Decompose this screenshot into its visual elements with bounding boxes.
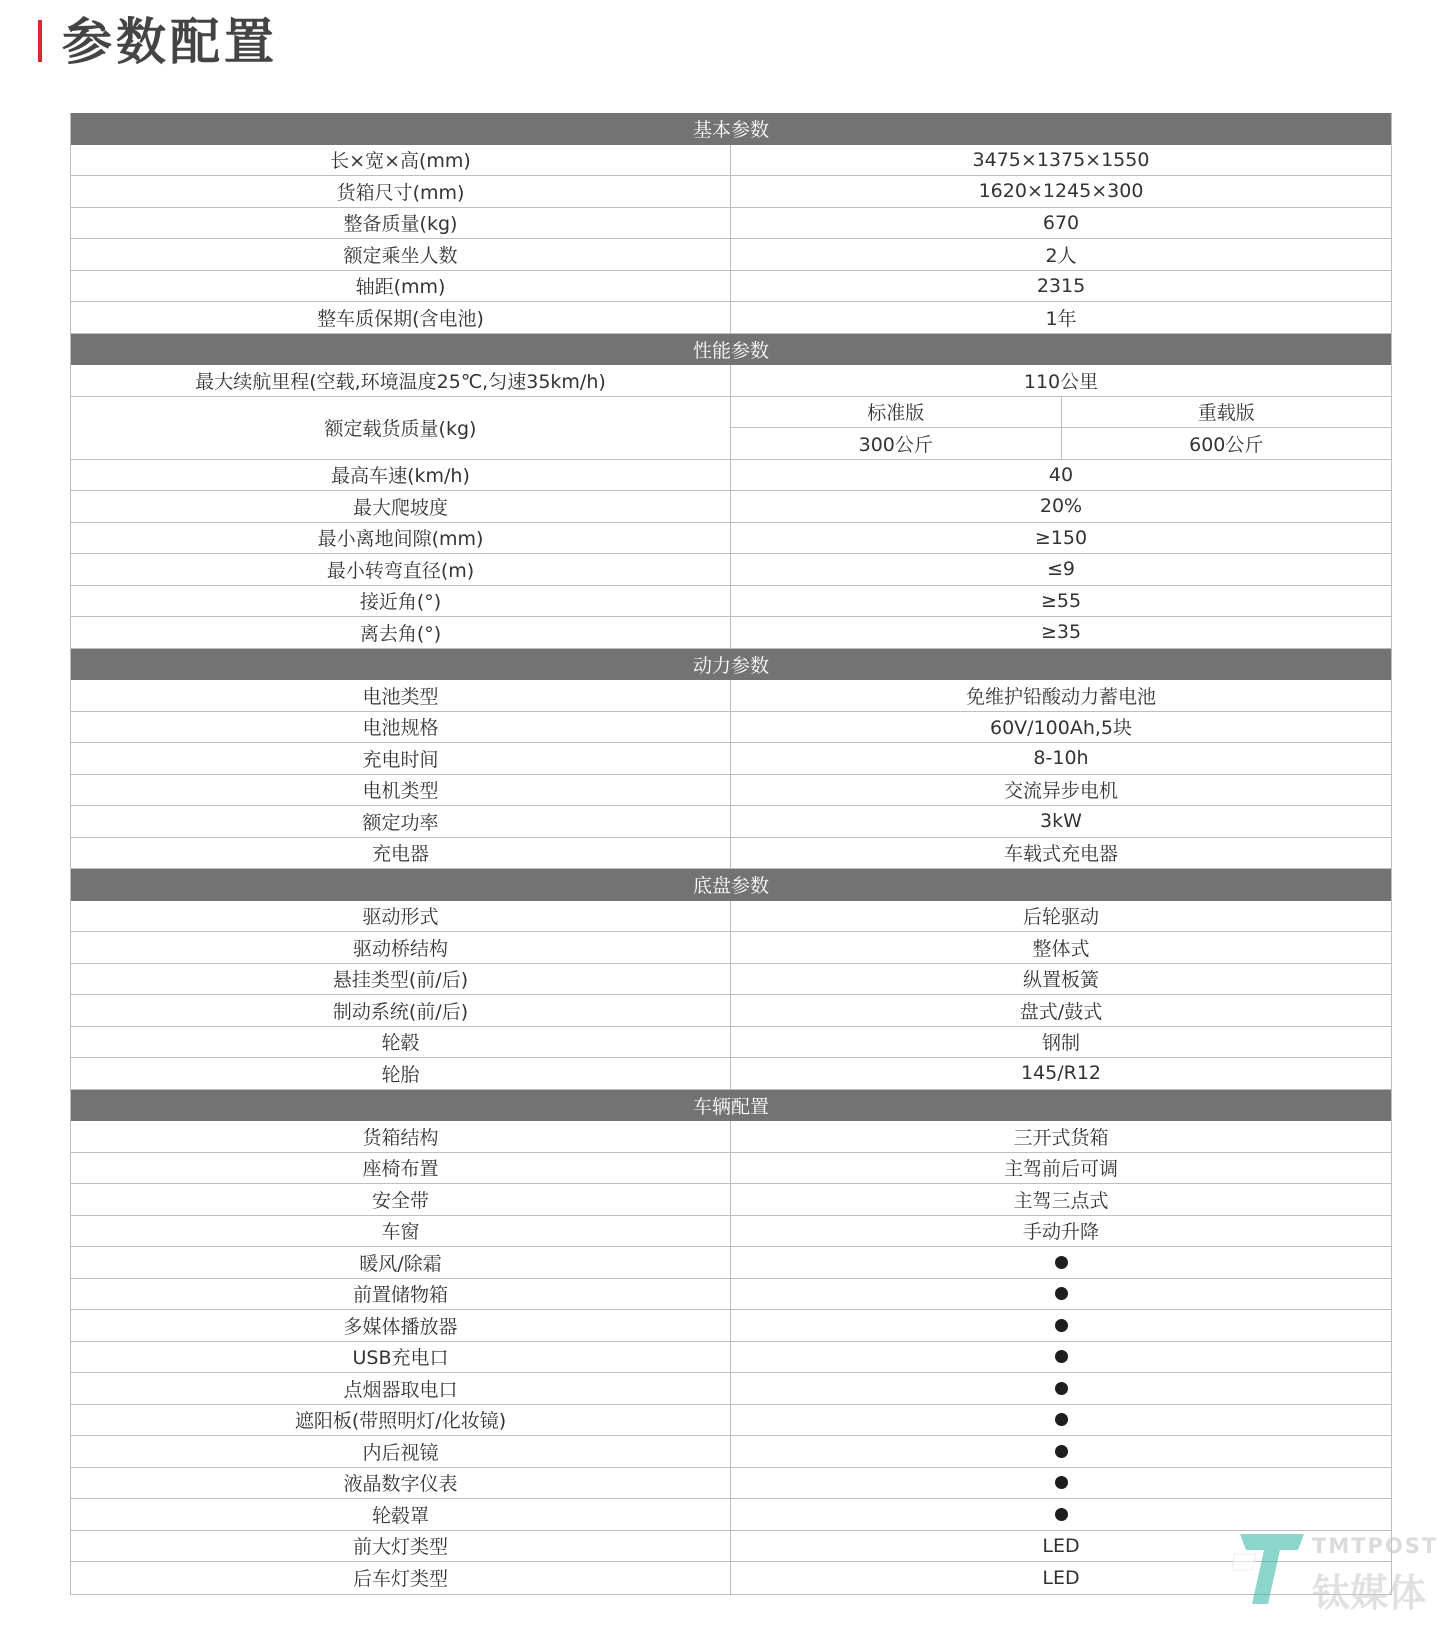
spec-label: 额定乘坐人数 bbox=[71, 239, 731, 270]
spec-row bbox=[71, 838, 1391, 870]
spec-value: 后轮驱动 bbox=[1022, 906, 1099, 929]
spec-row bbox=[71, 271, 1391, 303]
spec-value: 20% bbox=[1039, 495, 1083, 518]
spec-value: 2人 bbox=[1045, 244, 1077, 267]
spec-row bbox=[71, 1027, 1391, 1059]
spec-row bbox=[71, 743, 1391, 775]
page-title: 参数配置 bbox=[62, 13, 278, 71]
spec-row bbox=[71, 712, 1391, 744]
spec-row bbox=[71, 1373, 1391, 1405]
spec-value: 1年 bbox=[1045, 307, 1077, 330]
spec-label: 充电时间 bbox=[71, 743, 731, 774]
spec-label: 整备质量(kg) bbox=[71, 208, 731, 239]
spec-label: 最小转弯直径(m) bbox=[71, 554, 731, 585]
spec-label: USB充电口 bbox=[71, 1342, 731, 1373]
spec-value bbox=[731, 1342, 1391, 1373]
spec-row bbox=[71, 145, 1391, 177]
section-title: 动力参数 bbox=[692, 654, 769, 677]
spec-label: 最小离地间隙(mm) bbox=[71, 523, 731, 554]
spec-table bbox=[70, 113, 1392, 1595]
spec-row bbox=[71, 1436, 1391, 1468]
spec-value bbox=[731, 1373, 1391, 1404]
spec-label: 最大爬坡度 bbox=[71, 491, 731, 522]
spec-label: 安全带 bbox=[71, 1184, 731, 1215]
standard-equipment-dot-icon bbox=[1055, 1382, 1068, 1395]
spec-label: 多媒体播放器 bbox=[71, 1310, 731, 1341]
spec-row-split bbox=[71, 397, 1391, 460]
spec-value: 车载式充电器 bbox=[1003, 843, 1118, 866]
spec-row bbox=[71, 1216, 1391, 1248]
spec-row bbox=[71, 1279, 1391, 1311]
spec-value: 整体式 bbox=[1032, 937, 1090, 960]
spec-label: 轴距(mm) bbox=[71, 271, 731, 302]
spec-label: 后车灯类型 bbox=[71, 1562, 731, 1594]
spec-value: 3475×1375×1550 bbox=[972, 148, 1150, 171]
spec-value: 2315 bbox=[1036, 274, 1086, 297]
spec-row bbox=[71, 901, 1391, 933]
spec-value: 110公里 bbox=[1023, 370, 1099, 393]
spec-label: 额定载货质量(kg) bbox=[71, 397, 731, 459]
standard-equipment-dot-icon bbox=[1055, 1413, 1068, 1426]
section-header bbox=[71, 649, 1391, 681]
spec-value bbox=[731, 1247, 1391, 1278]
spec-label: 货箱结构 bbox=[71, 1121, 731, 1152]
spec-value: ≥55 bbox=[1040, 589, 1082, 612]
spec-value: 60V/100Ah,5块 bbox=[989, 717, 1132, 740]
section-title: 底盘参数 bbox=[692, 875, 769, 898]
section-header bbox=[71, 1090, 1391, 1122]
spec-label: 轮胎 bbox=[71, 1058, 731, 1089]
spec-label: 整车质保期(含电池) bbox=[71, 302, 731, 333]
standard-equipment-dot-icon bbox=[1055, 1287, 1068, 1300]
spec-row bbox=[71, 1531, 1391, 1563]
variant-name: 标准版 bbox=[867, 402, 925, 425]
spec-value: 3kW bbox=[1040, 810, 1082, 833]
spec-value: 盘式/鼓式 bbox=[1019, 1000, 1103, 1023]
spec-label: 接近角(°) bbox=[71, 586, 731, 617]
section-header bbox=[71, 113, 1391, 145]
spec-value: ≤9 bbox=[1046, 558, 1075, 581]
variant-value-line bbox=[731, 427, 1391, 459]
section-title: 车辆配置 bbox=[692, 1095, 769, 1118]
spec-value: 钢制 bbox=[1041, 1032, 1080, 1055]
spec-value: 主驾三点式 bbox=[1013, 1189, 1109, 1212]
spec-row bbox=[71, 554, 1391, 586]
spec-label: 悬挂类型(前/后) bbox=[71, 964, 731, 995]
spec-label: 前置储物箱 bbox=[71, 1279, 731, 1310]
spec-row bbox=[71, 1499, 1391, 1531]
spec-label: 轮毂 bbox=[71, 1027, 731, 1058]
spec-value: ≥150 bbox=[1034, 526, 1088, 549]
spec-value bbox=[731, 1436, 1391, 1467]
standard-equipment-dot-icon bbox=[1055, 1319, 1068, 1332]
spec-label: 电池类型 bbox=[71, 680, 731, 711]
spec-row bbox=[71, 680, 1391, 712]
spec-value: ≥35 bbox=[1040, 621, 1082, 644]
spec-label: 电池规格 bbox=[71, 712, 731, 743]
spec-label: 电机类型 bbox=[71, 775, 731, 806]
spec-value: 670 bbox=[1042, 211, 1080, 234]
spec-label: 货箱尺寸(mm) bbox=[71, 176, 731, 207]
spec-label: 制动系统(前/后) bbox=[71, 995, 731, 1026]
spec-value: 纵置板簧 bbox=[1022, 969, 1099, 992]
variant-grid bbox=[731, 397, 1391, 459]
spec-label: 液晶数字仪表 bbox=[71, 1468, 731, 1499]
spec-value bbox=[731, 1279, 1391, 1310]
spec-row bbox=[71, 1153, 1391, 1185]
standard-equipment-dot-icon bbox=[1055, 1256, 1068, 1269]
spec-row bbox=[71, 208, 1391, 240]
spec-row bbox=[71, 806, 1391, 838]
variant-value: 300公斤 bbox=[858, 433, 933, 456]
watermark-brand-cn: 钛媒体 bbox=[1312, 1571, 1427, 1615]
spec-row bbox=[71, 932, 1391, 964]
variant-name: 重载版 bbox=[1061, 397, 1392, 428]
spec-label: 最大续航里程(空载,环境温度25℃,匀速35km/h) bbox=[71, 365, 731, 396]
spec-label: 车窗 bbox=[71, 1216, 731, 1247]
spec-row bbox=[71, 460, 1391, 492]
spec-row bbox=[71, 523, 1391, 555]
spec-label: 离去角(°) bbox=[71, 617, 731, 648]
spec-row bbox=[71, 1562, 1391, 1594]
spec-value: 三开式货箱 bbox=[1013, 1126, 1109, 1149]
standard-equipment-dot-icon bbox=[1055, 1476, 1068, 1489]
spec-value bbox=[731, 1310, 1391, 1341]
spec-row bbox=[71, 617, 1391, 649]
spec-value: 40 bbox=[1048, 463, 1074, 486]
spec-row bbox=[71, 1121, 1391, 1153]
spec-value: LED bbox=[1042, 1534, 1080, 1557]
spec-row bbox=[71, 1310, 1391, 1342]
spec-label: 额定功率 bbox=[71, 806, 731, 837]
spec-row bbox=[71, 995, 1391, 1027]
spec-label: 遮阳板(带照明灯/化妆镜) bbox=[71, 1405, 731, 1436]
spec-label: 轮毂罩 bbox=[71, 1499, 731, 1530]
spec-row bbox=[71, 964, 1391, 996]
variant-value: 600公斤 bbox=[1061, 428, 1392, 459]
spec-row bbox=[71, 302, 1391, 334]
spec-value bbox=[731, 1405, 1391, 1436]
spec-value: 手动升降 bbox=[1022, 1221, 1099, 1244]
spec-row bbox=[71, 1058, 1391, 1090]
spec-label: 充电器 bbox=[71, 838, 731, 869]
spec-row bbox=[71, 1247, 1391, 1279]
spec-label: 最高车速(km/h) bbox=[71, 460, 731, 491]
standard-equipment-dot-icon bbox=[1055, 1350, 1068, 1363]
spec-row bbox=[71, 176, 1391, 208]
spec-value bbox=[731, 1499, 1391, 1530]
spec-row bbox=[71, 1405, 1391, 1437]
spec-label: 长×宽×高(mm) bbox=[71, 145, 731, 176]
spec-row bbox=[71, 239, 1391, 271]
spec-label: 前大灯类型 bbox=[71, 1531, 731, 1562]
title-accent-bar bbox=[38, 20, 42, 62]
spec-label: 暖风/除霜 bbox=[71, 1247, 731, 1278]
spec-label: 驱动桥结构 bbox=[71, 932, 731, 963]
spec-value: LED bbox=[1042, 1566, 1080, 1589]
spec-value: 免维护铅酸动力蓄电池 bbox=[965, 685, 1156, 708]
variant-name-line bbox=[731, 397, 1391, 428]
section-header bbox=[71, 869, 1391, 901]
spec-value: 145/R12 bbox=[1020, 1062, 1102, 1085]
section-title: 基本参数 bbox=[692, 119, 769, 142]
spec-label: 点烟器取电口 bbox=[71, 1373, 731, 1404]
spec-row bbox=[71, 1184, 1391, 1216]
watermark bbox=[1232, 1528, 1439, 1615]
spec-row bbox=[71, 491, 1391, 523]
spec-value: 交流异步电机 bbox=[1003, 780, 1118, 803]
standard-equipment-dot-icon bbox=[1055, 1508, 1068, 1521]
spec-value: 1620×1245×300 bbox=[978, 180, 1144, 203]
spec-row bbox=[71, 1342, 1391, 1374]
spec-row bbox=[71, 1468, 1391, 1500]
watermark-brand-en: TMTPOST bbox=[1312, 1534, 1439, 1558]
standard-equipment-dot-icon bbox=[1055, 1445, 1068, 1458]
section-header bbox=[71, 334, 1391, 366]
spec-row bbox=[71, 365, 1391, 397]
spec-value: 8-10h bbox=[1033, 747, 1089, 770]
spec-value bbox=[731, 1468, 1391, 1499]
spec-value: 主驾前后可调 bbox=[1003, 1158, 1118, 1181]
spec-label: 驱动形式 bbox=[71, 901, 731, 932]
spec-label: 内后视镜 bbox=[71, 1436, 731, 1467]
tmtpost-logo-icon bbox=[1232, 1528, 1306, 1606]
spec-row bbox=[71, 586, 1391, 618]
section-title: 性能参数 bbox=[692, 339, 769, 362]
spec-label: 座椅布置 bbox=[71, 1153, 731, 1184]
spec-row bbox=[71, 775, 1391, 807]
